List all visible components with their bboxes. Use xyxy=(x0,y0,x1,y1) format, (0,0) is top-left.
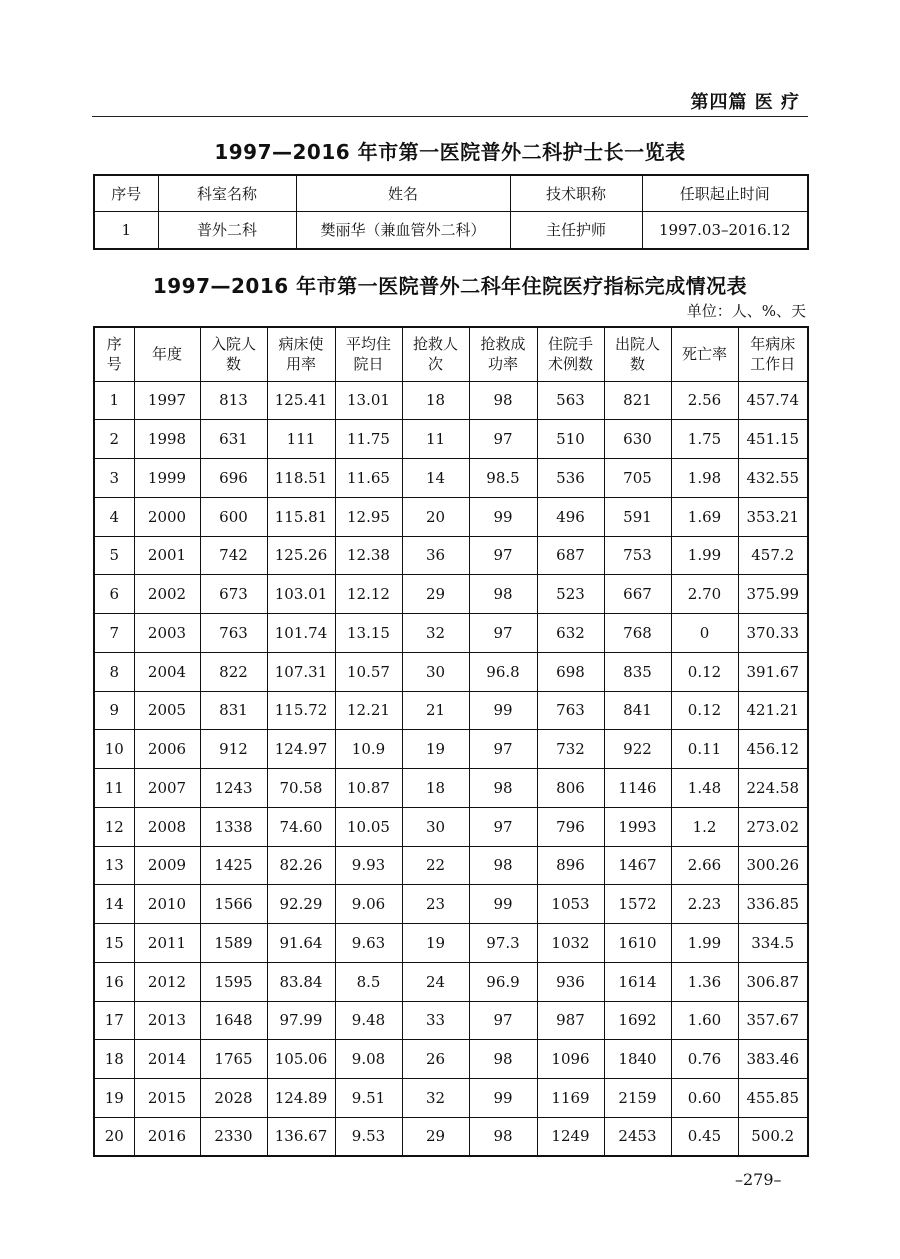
table-cell: 16 xyxy=(94,962,134,1001)
table-cell: 821 xyxy=(604,381,671,420)
table-cell: 11 xyxy=(94,769,134,808)
table-cell: 1169 xyxy=(537,1079,604,1118)
table-row xyxy=(94,885,808,924)
column-header: 科室名称 xyxy=(158,175,296,211)
table-cell: 9.53 xyxy=(335,1117,402,1156)
table-cell: 99 xyxy=(469,1079,537,1118)
table-cell: 1999 xyxy=(134,459,200,498)
table-cell: 2453 xyxy=(604,1117,671,1156)
table-cell: 1.69 xyxy=(671,497,738,536)
table-cell: 591 xyxy=(604,497,671,536)
table-cell: 1 xyxy=(94,381,134,420)
table-row xyxy=(94,1040,808,1079)
table-cell: 391.67 xyxy=(738,652,808,691)
table-cell: 1572 xyxy=(604,885,671,924)
table-cell: 7 xyxy=(94,614,134,653)
table-cell: 15 xyxy=(94,924,134,963)
table-cell: 74.60 xyxy=(267,807,335,846)
table-cell: 13 xyxy=(94,846,134,885)
table-cell: 83.84 xyxy=(267,962,335,1001)
table-row xyxy=(94,769,808,808)
column-header: 死亡率 xyxy=(671,327,738,381)
table-cell: 632 xyxy=(537,614,604,653)
column-header: 平均住院日 xyxy=(335,327,402,381)
table-cell: 17 xyxy=(94,1001,134,1040)
table-cell: 1096 xyxy=(537,1040,604,1079)
table-cell: 98.5 xyxy=(469,459,537,498)
table-cell: 29 xyxy=(402,575,469,614)
table-cell: 99 xyxy=(469,691,537,730)
table-cell: 2005 xyxy=(134,691,200,730)
table-cell: 125.41 xyxy=(267,381,335,420)
table-cell: 2.70 xyxy=(671,575,738,614)
table-cell: 70.58 xyxy=(267,769,335,808)
table-cell: 主任护师 xyxy=(510,211,642,249)
table-cell: 510 xyxy=(537,420,604,459)
table-cell: 1.75 xyxy=(671,420,738,459)
column-header: 住院手术例数 xyxy=(537,327,604,381)
column-header: 年病床工作日 xyxy=(738,327,808,381)
table-cell: 1146 xyxy=(604,769,671,808)
table-cell: 82.26 xyxy=(267,846,335,885)
table-cell: 97 xyxy=(469,614,537,653)
table-cell: 536 xyxy=(537,459,604,498)
table-cell: 1648 xyxy=(200,1001,267,1040)
table-cell: 98 xyxy=(469,381,537,420)
table-cell: 0.76 xyxy=(671,1040,738,1079)
table-cell: 9.08 xyxy=(335,1040,402,1079)
table-cell: 124.89 xyxy=(267,1079,335,1118)
table-cell: 11.75 xyxy=(335,420,402,459)
column-header: 抢救人次 xyxy=(402,327,469,381)
table-cell: 14 xyxy=(402,459,469,498)
table-cell: 835 xyxy=(604,652,671,691)
table-cell: 2011 xyxy=(134,924,200,963)
table-cell: 2.66 xyxy=(671,846,738,885)
table-cell: 1614 xyxy=(604,962,671,1001)
table-cell: 10.9 xyxy=(335,730,402,769)
table-row xyxy=(94,924,808,963)
running-head xyxy=(92,86,808,117)
table-cell: 2007 xyxy=(134,769,200,808)
table-cell: 1053 xyxy=(537,885,604,924)
table-cell: 98 xyxy=(469,769,537,808)
table-cell: 8.5 xyxy=(335,962,402,1001)
table-cell: 33 xyxy=(402,1001,469,1040)
table-cell: 896 xyxy=(537,846,604,885)
table-cell: 98 xyxy=(469,575,537,614)
table-cell: 92.29 xyxy=(267,885,335,924)
table-cell: 841 xyxy=(604,691,671,730)
table-cell: 631 xyxy=(200,420,267,459)
inpatient-indicators-table xyxy=(93,326,809,1157)
table-cell: 20 xyxy=(94,1117,134,1156)
table-cell: 97 xyxy=(469,420,537,459)
table-cell: 9.63 xyxy=(335,924,402,963)
table-cell: 12.38 xyxy=(335,536,402,575)
table-cell: 1.48 xyxy=(671,769,738,808)
table-cell: 99 xyxy=(469,885,537,924)
table-cell: 357.67 xyxy=(738,1001,808,1040)
table-cell: 806 xyxy=(537,769,604,808)
table-cell: 26 xyxy=(402,1040,469,1079)
table-cell: 224.58 xyxy=(738,769,808,808)
table-cell: 8 xyxy=(94,652,134,691)
table-cell: 97 xyxy=(469,536,537,575)
table-cell: 101.74 xyxy=(267,614,335,653)
column-header: 年度 xyxy=(134,327,200,381)
table-cell: 936 xyxy=(537,962,604,1001)
table-cell: 12.95 xyxy=(335,497,402,536)
table-cell: 9.06 xyxy=(335,885,402,924)
table-cell: 12.21 xyxy=(335,691,402,730)
table-cell: 19 xyxy=(94,1079,134,1118)
table-cell: 451.15 xyxy=(738,420,808,459)
table-cell: 1.36 xyxy=(671,962,738,1001)
table-row xyxy=(94,730,808,769)
table-cell: 21 xyxy=(402,691,469,730)
table-cell: 523 xyxy=(537,575,604,614)
table2-title: 1997—2016 年市第一医院普外二科年住院医疗指标完成情况表 xyxy=(152,274,748,298)
table-row xyxy=(94,1079,808,1118)
table-row xyxy=(94,420,808,459)
table-cell: 1032 xyxy=(537,924,604,963)
table-cell: 375.99 xyxy=(738,575,808,614)
column-header: 出院人数 xyxy=(604,327,671,381)
column-header: 抢救成功率 xyxy=(469,327,537,381)
table-cell: 1610 xyxy=(604,924,671,963)
table-cell: 1.2 xyxy=(671,807,738,846)
table-cell: 922 xyxy=(604,730,671,769)
table-cell: 18 xyxy=(402,769,469,808)
table-cell: 1692 xyxy=(604,1001,671,1040)
table-cell: 115.81 xyxy=(267,497,335,536)
table-cell: 97.3 xyxy=(469,924,537,963)
table-cell: 124.97 xyxy=(267,730,335,769)
table-cell: 105.06 xyxy=(267,1040,335,1079)
table-cell: 12 xyxy=(94,807,134,846)
table-cell: 696 xyxy=(200,459,267,498)
table-cell: 24 xyxy=(402,962,469,1001)
table-cell: 306.87 xyxy=(738,962,808,1001)
table-cell: 0.12 xyxy=(671,652,738,691)
table-cell: 1.60 xyxy=(671,1001,738,1040)
table-cell: 96.9 xyxy=(469,962,537,1001)
table-cell: 1997 xyxy=(134,381,200,420)
table-cell: 10.57 xyxy=(335,652,402,691)
table-row xyxy=(94,381,808,420)
table-cell: 36 xyxy=(402,536,469,575)
table-cell: 2012 xyxy=(134,962,200,1001)
table-cell: 2013 xyxy=(134,1001,200,1040)
table-cell: 457.2 xyxy=(738,536,808,575)
page-number: –279– xyxy=(735,1170,782,1189)
table-row xyxy=(94,807,808,846)
table-cell: 11.65 xyxy=(335,459,402,498)
table-cell: 10.87 xyxy=(335,769,402,808)
running-head-text: 第四篇 医 疗 xyxy=(690,92,800,113)
table-cell: 1.98 xyxy=(671,459,738,498)
table-cell: 23 xyxy=(402,885,469,924)
table-cell: 2 xyxy=(94,420,134,459)
table-cell: 13.01 xyxy=(335,381,402,420)
table-cell: 98 xyxy=(469,1040,537,1079)
table-cell: 9.51 xyxy=(335,1079,402,1118)
table-row xyxy=(94,691,808,730)
column-header: 病床使用率 xyxy=(267,327,335,381)
table-cell: 3 xyxy=(94,459,134,498)
table-cell: 2.23 xyxy=(671,885,738,924)
table-cell: 732 xyxy=(537,730,604,769)
table-cell: 0.11 xyxy=(671,730,738,769)
table-cell: 19 xyxy=(402,924,469,963)
table-cell: 912 xyxy=(200,730,267,769)
table-cell: 796 xyxy=(537,807,604,846)
table-cell: 705 xyxy=(604,459,671,498)
table-cell: 1765 xyxy=(200,1040,267,1079)
column-header: 序号 xyxy=(94,327,134,381)
table-cell: 9.48 xyxy=(335,1001,402,1040)
table-cell: 1338 xyxy=(200,807,267,846)
table-cell: 97.99 xyxy=(267,1001,335,1040)
table-cell: 4 xyxy=(94,497,134,536)
table-cell: 421.21 xyxy=(738,691,808,730)
table-cell: 2010 xyxy=(134,885,200,924)
table-cell: 1840 xyxy=(604,1040,671,1079)
table-cell: 普外二科 xyxy=(158,211,296,249)
table-row xyxy=(94,575,808,614)
table-cell: 5 xyxy=(94,536,134,575)
table-cell: 20 xyxy=(402,497,469,536)
table-cell: 2330 xyxy=(200,1117,267,1156)
table-cell: 353.21 xyxy=(738,497,808,536)
table-cell: 432.55 xyxy=(738,459,808,498)
table-cell: 98 xyxy=(469,846,537,885)
table-cell: 10.05 xyxy=(335,807,402,846)
table-cell: 2009 xyxy=(134,846,200,885)
table-cell: 831 xyxy=(200,691,267,730)
table-cell: 2015 xyxy=(134,1079,200,1118)
table-cell: 96.8 xyxy=(469,652,537,691)
table-cell: 97 xyxy=(469,807,537,846)
table-cell: 687 xyxy=(537,536,604,575)
table-cell: 9.93 xyxy=(335,846,402,885)
table-cell: 1993 xyxy=(604,807,671,846)
table-cell: 822 xyxy=(200,652,267,691)
unit-label: 单位：人、%、天 xyxy=(686,302,806,320)
table-cell: 12.12 xyxy=(335,575,402,614)
table2-header-row xyxy=(94,327,808,381)
table-cell: 987 xyxy=(537,1001,604,1040)
table-cell: 667 xyxy=(604,575,671,614)
table-cell: 1467 xyxy=(604,846,671,885)
table-cell: 125.26 xyxy=(267,536,335,575)
table-cell: 0 xyxy=(671,614,738,653)
column-header: 姓名 xyxy=(296,175,510,211)
head-nurse-table xyxy=(93,174,809,250)
table-cell: 0.60 xyxy=(671,1079,738,1118)
table-row xyxy=(94,497,808,536)
table-cell: 753 xyxy=(604,536,671,575)
table-cell: 763 xyxy=(537,691,604,730)
table-cell: 103.01 xyxy=(267,575,335,614)
table-row xyxy=(94,536,808,575)
table-cell: 107.31 xyxy=(267,652,335,691)
table-row xyxy=(94,211,808,249)
table-cell: 2014 xyxy=(134,1040,200,1079)
table-cell: 30 xyxy=(402,807,469,846)
table-cell: 763 xyxy=(200,614,267,653)
table-cell: 742 xyxy=(200,536,267,575)
table-cell: 673 xyxy=(200,575,267,614)
table-cell: 0.12 xyxy=(671,691,738,730)
table-cell: 98 xyxy=(469,1117,537,1156)
table-cell: 1998 xyxy=(134,420,200,459)
table-cell: 2159 xyxy=(604,1079,671,1118)
table-cell: 19 xyxy=(402,730,469,769)
table-cell: 115.72 xyxy=(267,691,335,730)
table-cell: 32 xyxy=(402,614,469,653)
table-cell: 500.2 xyxy=(738,1117,808,1156)
table-cell: 13.15 xyxy=(335,614,402,653)
table-cell: 496 xyxy=(537,497,604,536)
table-row xyxy=(94,1001,808,1040)
table-cell: 1425 xyxy=(200,846,267,885)
table-cell: 2008 xyxy=(134,807,200,846)
table-cell: 1 xyxy=(94,211,158,249)
table-cell: 563 xyxy=(537,381,604,420)
table-cell: 813 xyxy=(200,381,267,420)
table-cell: 22 xyxy=(402,846,469,885)
column-header: 技术职称 xyxy=(510,175,642,211)
table-cell: 29 xyxy=(402,1117,469,1156)
table-cell: 334.5 xyxy=(738,924,808,963)
table-cell: 455.85 xyxy=(738,1079,808,1118)
table-cell: 2016 xyxy=(134,1117,200,1156)
table-cell: 118.51 xyxy=(267,459,335,498)
table-row xyxy=(94,459,808,498)
table-cell: 630 xyxy=(604,420,671,459)
column-header: 任职起止时间 xyxy=(642,175,808,211)
table-cell: 1243 xyxy=(200,769,267,808)
table-cell: 9 xyxy=(94,691,134,730)
table-cell: 300.26 xyxy=(738,846,808,885)
table-cell: 1595 xyxy=(200,962,267,1001)
table-cell: 10 xyxy=(94,730,134,769)
table-cell: 2004 xyxy=(134,652,200,691)
table-cell: 1249 xyxy=(537,1117,604,1156)
table-row xyxy=(94,652,808,691)
table-cell: 14 xyxy=(94,885,134,924)
table-cell: 18 xyxy=(402,381,469,420)
table-cell: 18 xyxy=(94,1040,134,1079)
table-cell: 336.85 xyxy=(738,885,808,924)
table-cell: 0.45 xyxy=(671,1117,738,1156)
table-cell: 136.67 xyxy=(267,1117,335,1156)
table-cell: 456.12 xyxy=(738,730,808,769)
table-cell: 370.33 xyxy=(738,614,808,653)
table-cell: 1566 xyxy=(200,885,267,924)
table-cell: 30 xyxy=(402,652,469,691)
table-cell: 111 xyxy=(267,420,335,459)
table-row xyxy=(94,846,808,885)
column-header: 入院人数 xyxy=(200,327,267,381)
table-cell: 383.46 xyxy=(738,1040,808,1079)
table1-header-row xyxy=(94,175,808,211)
table-cell: 2003 xyxy=(134,614,200,653)
table-cell: 1589 xyxy=(200,924,267,963)
column-header: 序号 xyxy=(94,175,158,211)
table-cell: 2006 xyxy=(134,730,200,769)
table-row xyxy=(94,1117,808,1156)
table-cell: 2.56 xyxy=(671,381,738,420)
table-cell: 11 xyxy=(402,420,469,459)
table-cell: 32 xyxy=(402,1079,469,1118)
table-row xyxy=(94,962,808,1001)
table-cell: 97 xyxy=(469,730,537,769)
table-cell: 768 xyxy=(604,614,671,653)
table-cell: 樊丽华（兼血管外二科） xyxy=(296,211,510,249)
table-cell: 2028 xyxy=(200,1079,267,1118)
table-cell: 1.99 xyxy=(671,924,738,963)
table-cell: 600 xyxy=(200,497,267,536)
table-cell: 91.64 xyxy=(267,924,335,963)
table-cell: 273.02 xyxy=(738,807,808,846)
table-cell: 6 xyxy=(94,575,134,614)
table-row xyxy=(94,614,808,653)
table-cell: 1997.03–2016.12 xyxy=(642,211,808,249)
table-cell: 2001 xyxy=(134,536,200,575)
table-cell: 1.99 xyxy=(671,536,738,575)
table1-title: 1997—2016 年市第一医院普外二科护士长一览表 xyxy=(214,140,686,164)
table-cell: 97 xyxy=(469,1001,537,1040)
table-cell: 457.74 xyxy=(738,381,808,420)
table-cell: 698 xyxy=(537,652,604,691)
table-cell: 2002 xyxy=(134,575,200,614)
table-cell: 99 xyxy=(469,497,537,536)
table-cell: 2000 xyxy=(134,497,200,536)
